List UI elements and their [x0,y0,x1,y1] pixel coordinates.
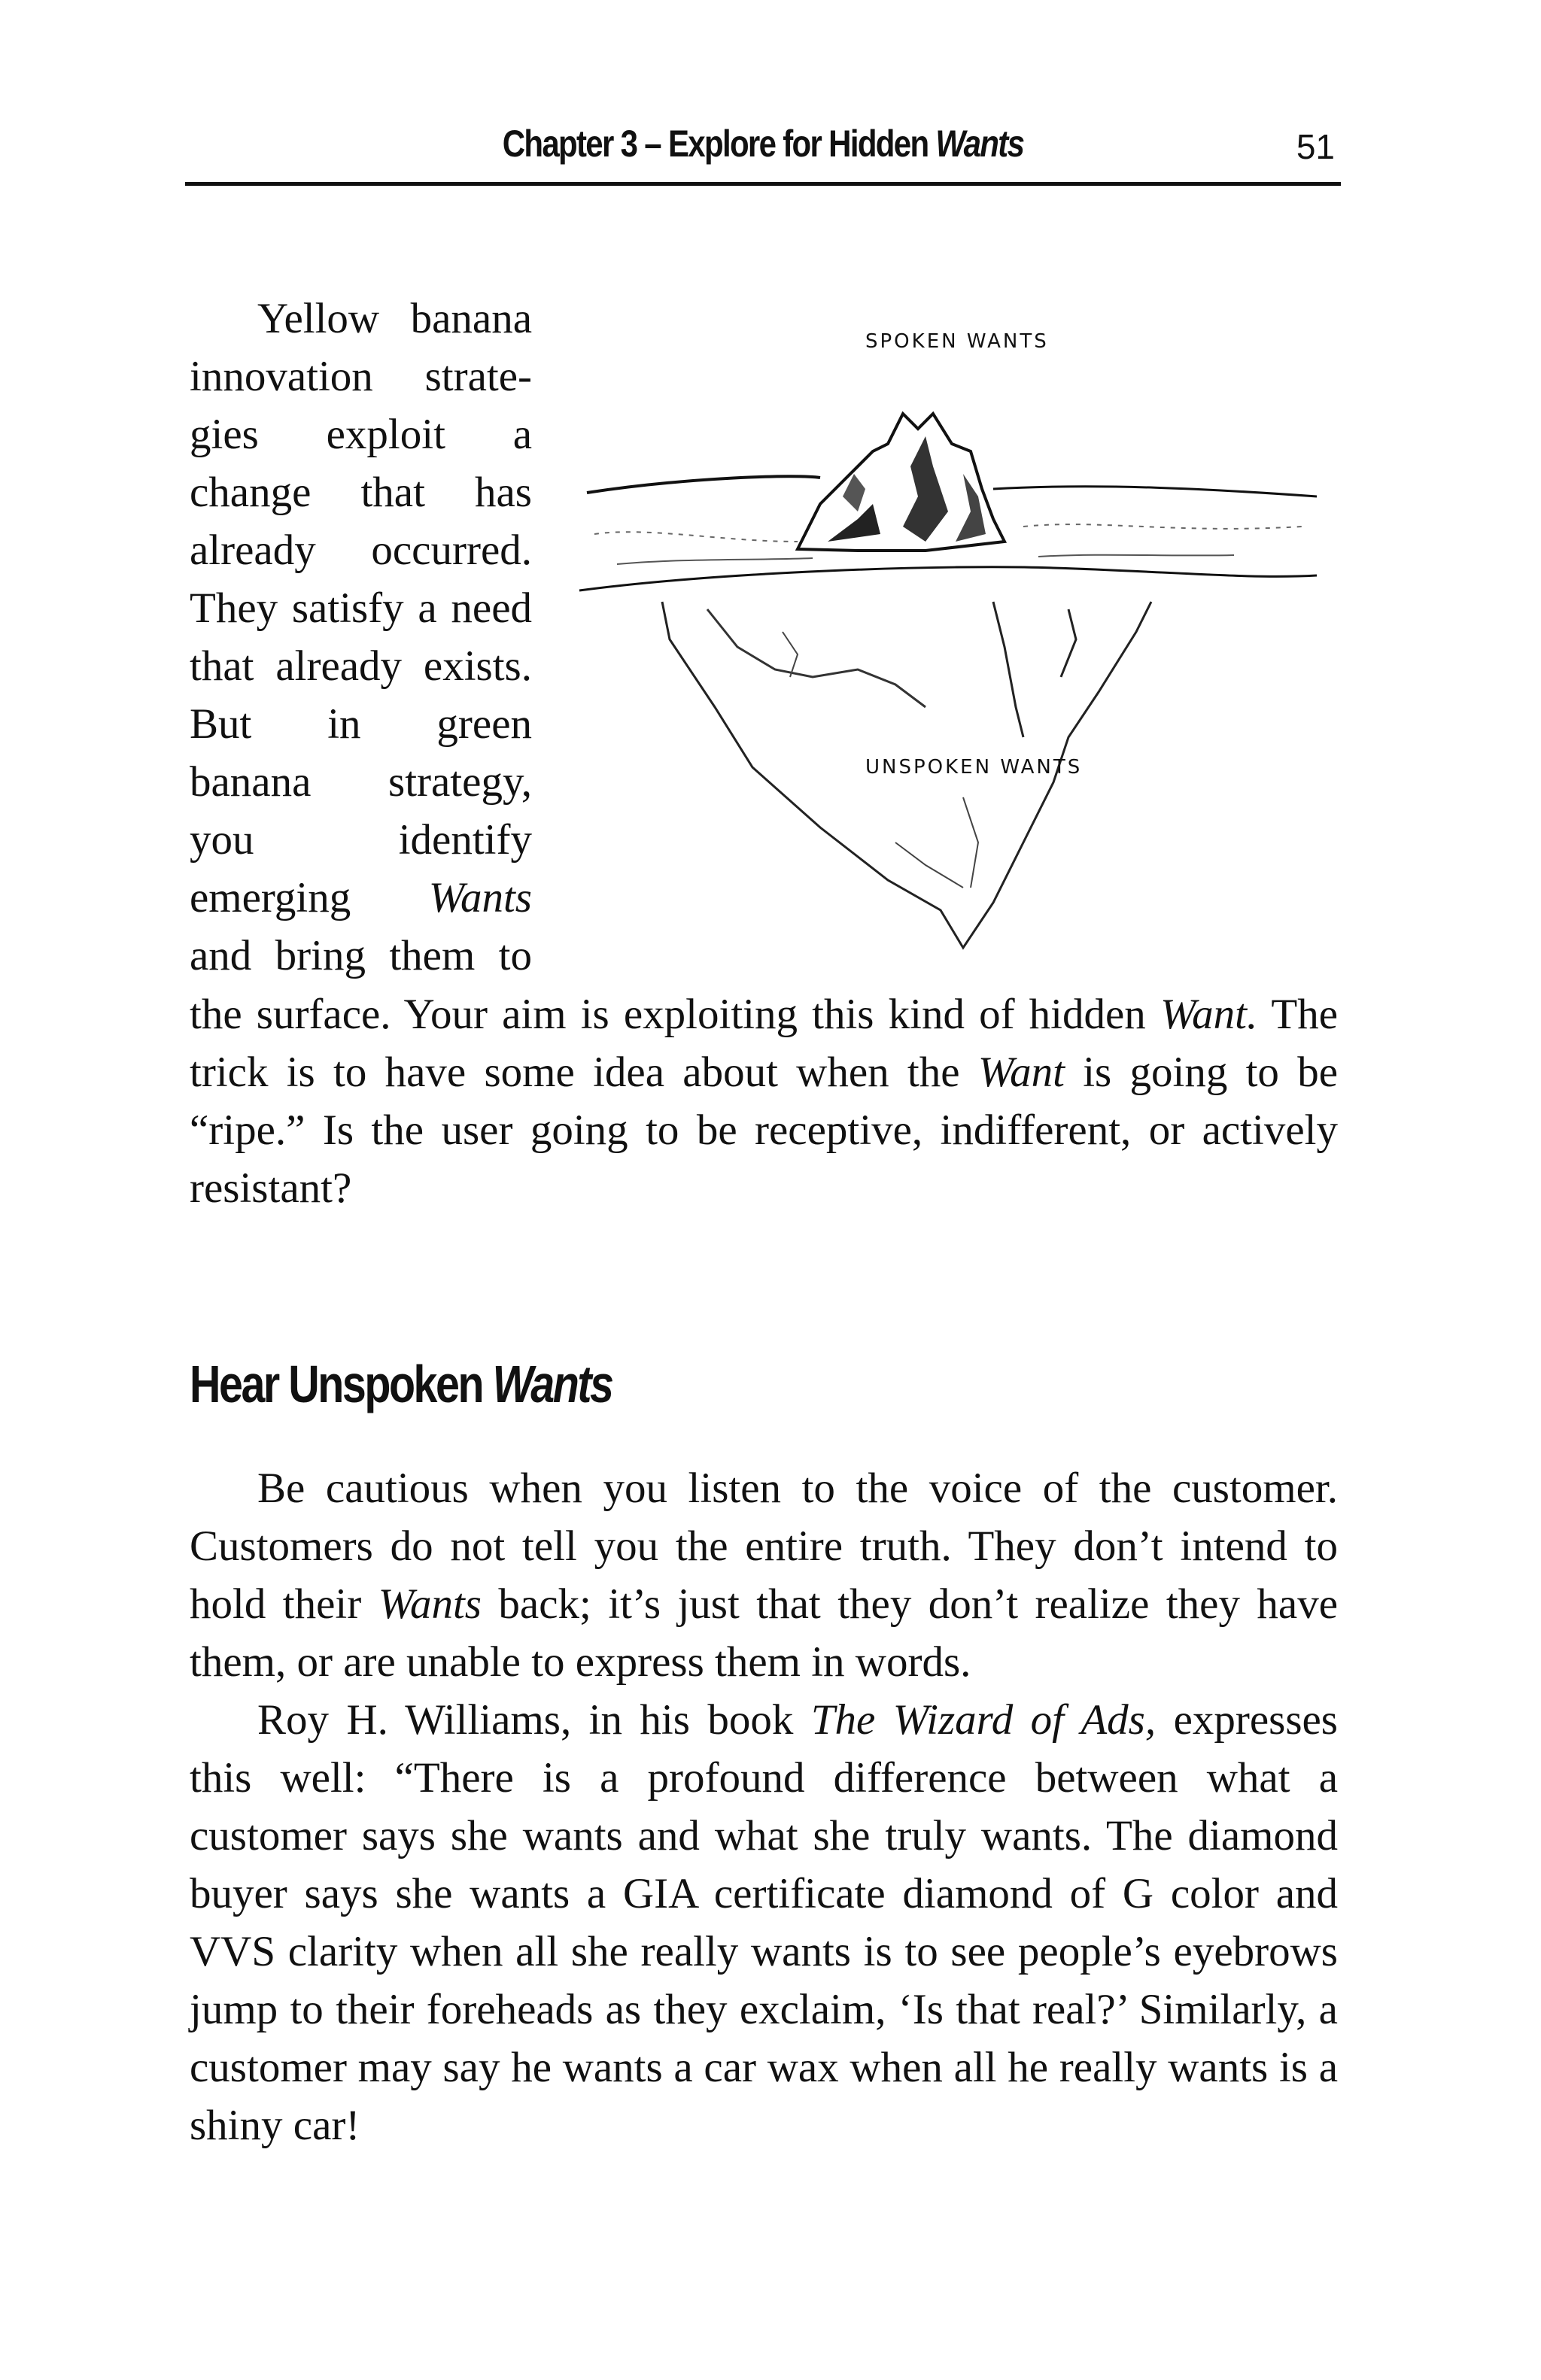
intro-paragraph-narrow [190,290,532,985]
spoken-wants-label: SPOKEN WANTS [865,330,1049,353]
running-header [185,120,1341,186]
text-line: you identify [190,816,532,864]
unspoken-wants-label: UNSPOKEN WANTS [865,756,1083,779]
text-line: gies exploit a [190,411,532,458]
text-line: innovation strate- [190,353,532,400]
chapter-title: Chapter 3 – Explore for Hidden Wants [502,123,1024,165]
text-line: banana strategy, [190,758,532,806]
iceberg-illustration [572,316,1324,978]
intro-paragraph-wide: the surface. Your aim is exploiting this kind of hidden Want. The trick is to have some idea about when the Want is going to be “ripe.” Is the user going to be receptive, indifferent, or actively resistant? [190,991,1338,1212]
text-line: emerging Wants [190,874,532,921]
text-line: that already exists. [190,642,532,690]
text-line: change that has [190,469,532,516]
text-line: But in green [190,700,532,748]
text-line: already occurred. [190,527,532,574]
body-paragraph-1: Be cautious when you listen to the voice of the customer. Customers do not tell you the entire truth. They don’t intend to hold their Wants back; it’s just that they don’t realize they have them, or are unable to express them in words. [190,1465,1339,1686]
iceberg-sketch [572,316,1324,978]
text-line: and bring them to [190,932,532,979]
section-heading: Hear Unspoken Wants [190,1355,612,1413]
body-paragraph-2: Roy H. Williams, in his book The Wizard of Ads, expresses this well: “There is a profound difference between what a customer says she wants and what she truly wants. The diamond buyer says she wants a GIA certificate diamond of G color and VVS clarity when all she really wants is to see people’s eyebrows jump to their foreheads as they exclaim, ‘Is that real?’ Similarly, a customer may say he wants a car wax when all he really wants is a shiny car! [190,1696,1338,2149]
text-line: They satisfy a need [190,584,532,632]
page-number: 51 [1296,127,1335,166]
text-line: Yellow banana [257,295,532,342]
